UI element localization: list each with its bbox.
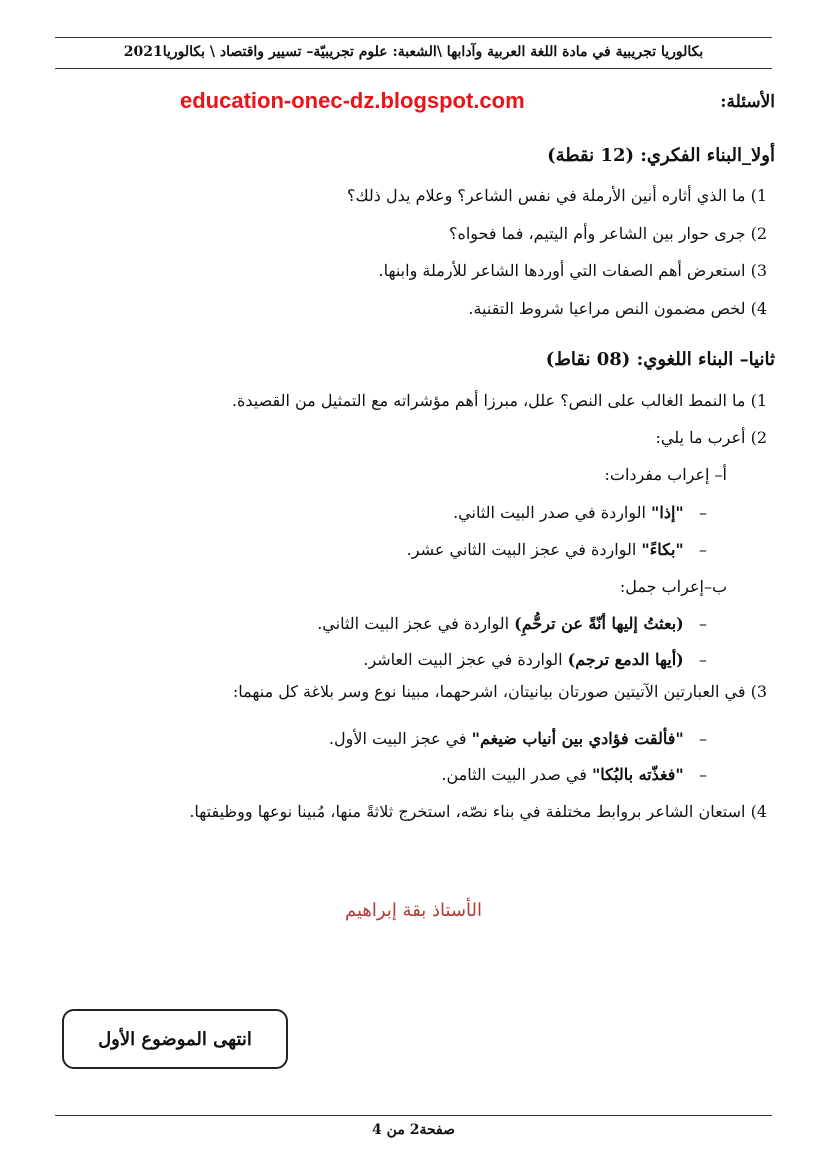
sentence-item-2 <box>363 650 707 669</box>
sentence-2: (أيها الدمع ترجم) <box>567 650 684 669</box>
end-of-topic-label: انتهى الموضوع الأول <box>98 1028 252 1050</box>
bullet-dash: – <box>699 765 707 784</box>
sentence-1: (بعثتُ إليها أنّةً عن ترحُّمِ) <box>514 614 684 633</box>
sentence-1-rest: الواردة في عجز البيت الثاني. <box>317 614 515 633</box>
word-item-bukaa <box>407 540 707 559</box>
sentence-item-1 <box>317 614 707 633</box>
sentence-2-rest: الواردة في عجز البيت العاشر. <box>363 650 568 669</box>
section2-title: ثانيا– البناء اللغوي: (08 نقاط) <box>545 349 775 370</box>
section1-item-3: 3) استعرض أهم الصفات التي أوردها الشاعر للأرملة وابنها. <box>378 261 767 280</box>
document-header: بكالوريا تجريبية في مادة اللغة العربية وآدابها \الشعبة: علوم تجريبيّة– تسيير واقتصاد \ بكالوريا2021 <box>123 44 704 60</box>
word-item-idha <box>453 503 707 522</box>
image-1: "فألقت فؤادي بين أنياب ضيغم" <box>471 729 684 748</box>
section2-q1: 1) ما النمط الغالب على النص؟ علل، مبرزا أهم مؤشراته مع التمثيل من القصيدة. <box>231 391 767 410</box>
header-bottom-rule <box>55 68 772 69</box>
word-bukaa: "بكاءً" <box>641 540 684 559</box>
image-item-1 <box>329 729 707 748</box>
section2-q4: 4) استعان الشاعر بروابط مختلفة في بناء نصّه، استخرج ثلاثةً منها، مُبينا نوعها ووظيفتها. <box>189 802 767 821</box>
page-number: صفحة2 من 4 <box>372 1122 455 1138</box>
teacher-signature: الأستاذ بقة إبراهيم <box>344 900 483 921</box>
image-2: "فغذّته بالبُكا" <box>591 765 684 784</box>
section2-q2: 2) أعرب ما يلي: <box>655 428 767 447</box>
image-item-2 <box>441 765 707 784</box>
bullet-dash: – <box>699 614 707 633</box>
bullet-dash: – <box>699 729 707 748</box>
bullet-dash: – <box>699 650 707 669</box>
section2-q2b-label: ب–إعراب جمل: <box>619 577 727 596</box>
section1-item-2: 2) جرى حوار بين الشاعر وأم اليتيم، فما فحواه؟ <box>448 224 767 243</box>
bullet-dash: – <box>699 503 707 522</box>
section1-item-1: 1) ما الذي أثاره أنين الأرملة في نفس الشاعر؟ وعلام يدل ذلك؟ <box>346 186 767 205</box>
footer-rule <box>55 1115 772 1116</box>
header-top-rule <box>55 37 772 38</box>
word-idha: "إذا" <box>651 503 684 522</box>
section2-q3: 3) في العبارتين الآتيتين صورتان بيانيتان، اشرحهما، مبينا نوع وسر بلاغة كل منهما: <box>232 682 767 701</box>
blog-watermark: education-onec-dz.blogspot.com <box>180 88 525 113</box>
section2-q2a-label: أ– إعراب مفردات: <box>604 465 727 484</box>
questions-title: الأسئلة: <box>720 92 775 112</box>
word-idha-rest: الواردة في صدر البيت الثاني. <box>453 503 652 522</box>
bullet-dash: – <box>699 540 707 559</box>
section1-title: أولا_البناء الفكري: (12 نقطة) <box>547 145 775 166</box>
image-2-rest: في صدر البيت الثامن. <box>441 765 592 784</box>
word-bukaa-rest: الواردة في عجز البيت الثاني عشر. <box>406 540 642 559</box>
end-of-topic-box <box>62 1009 288 1069</box>
section1-item-4: 4) لخص مضمون النص مراعيا شروط التقنية. <box>468 299 767 318</box>
image-1-rest: في عجز البيت الأول. <box>328 729 472 748</box>
